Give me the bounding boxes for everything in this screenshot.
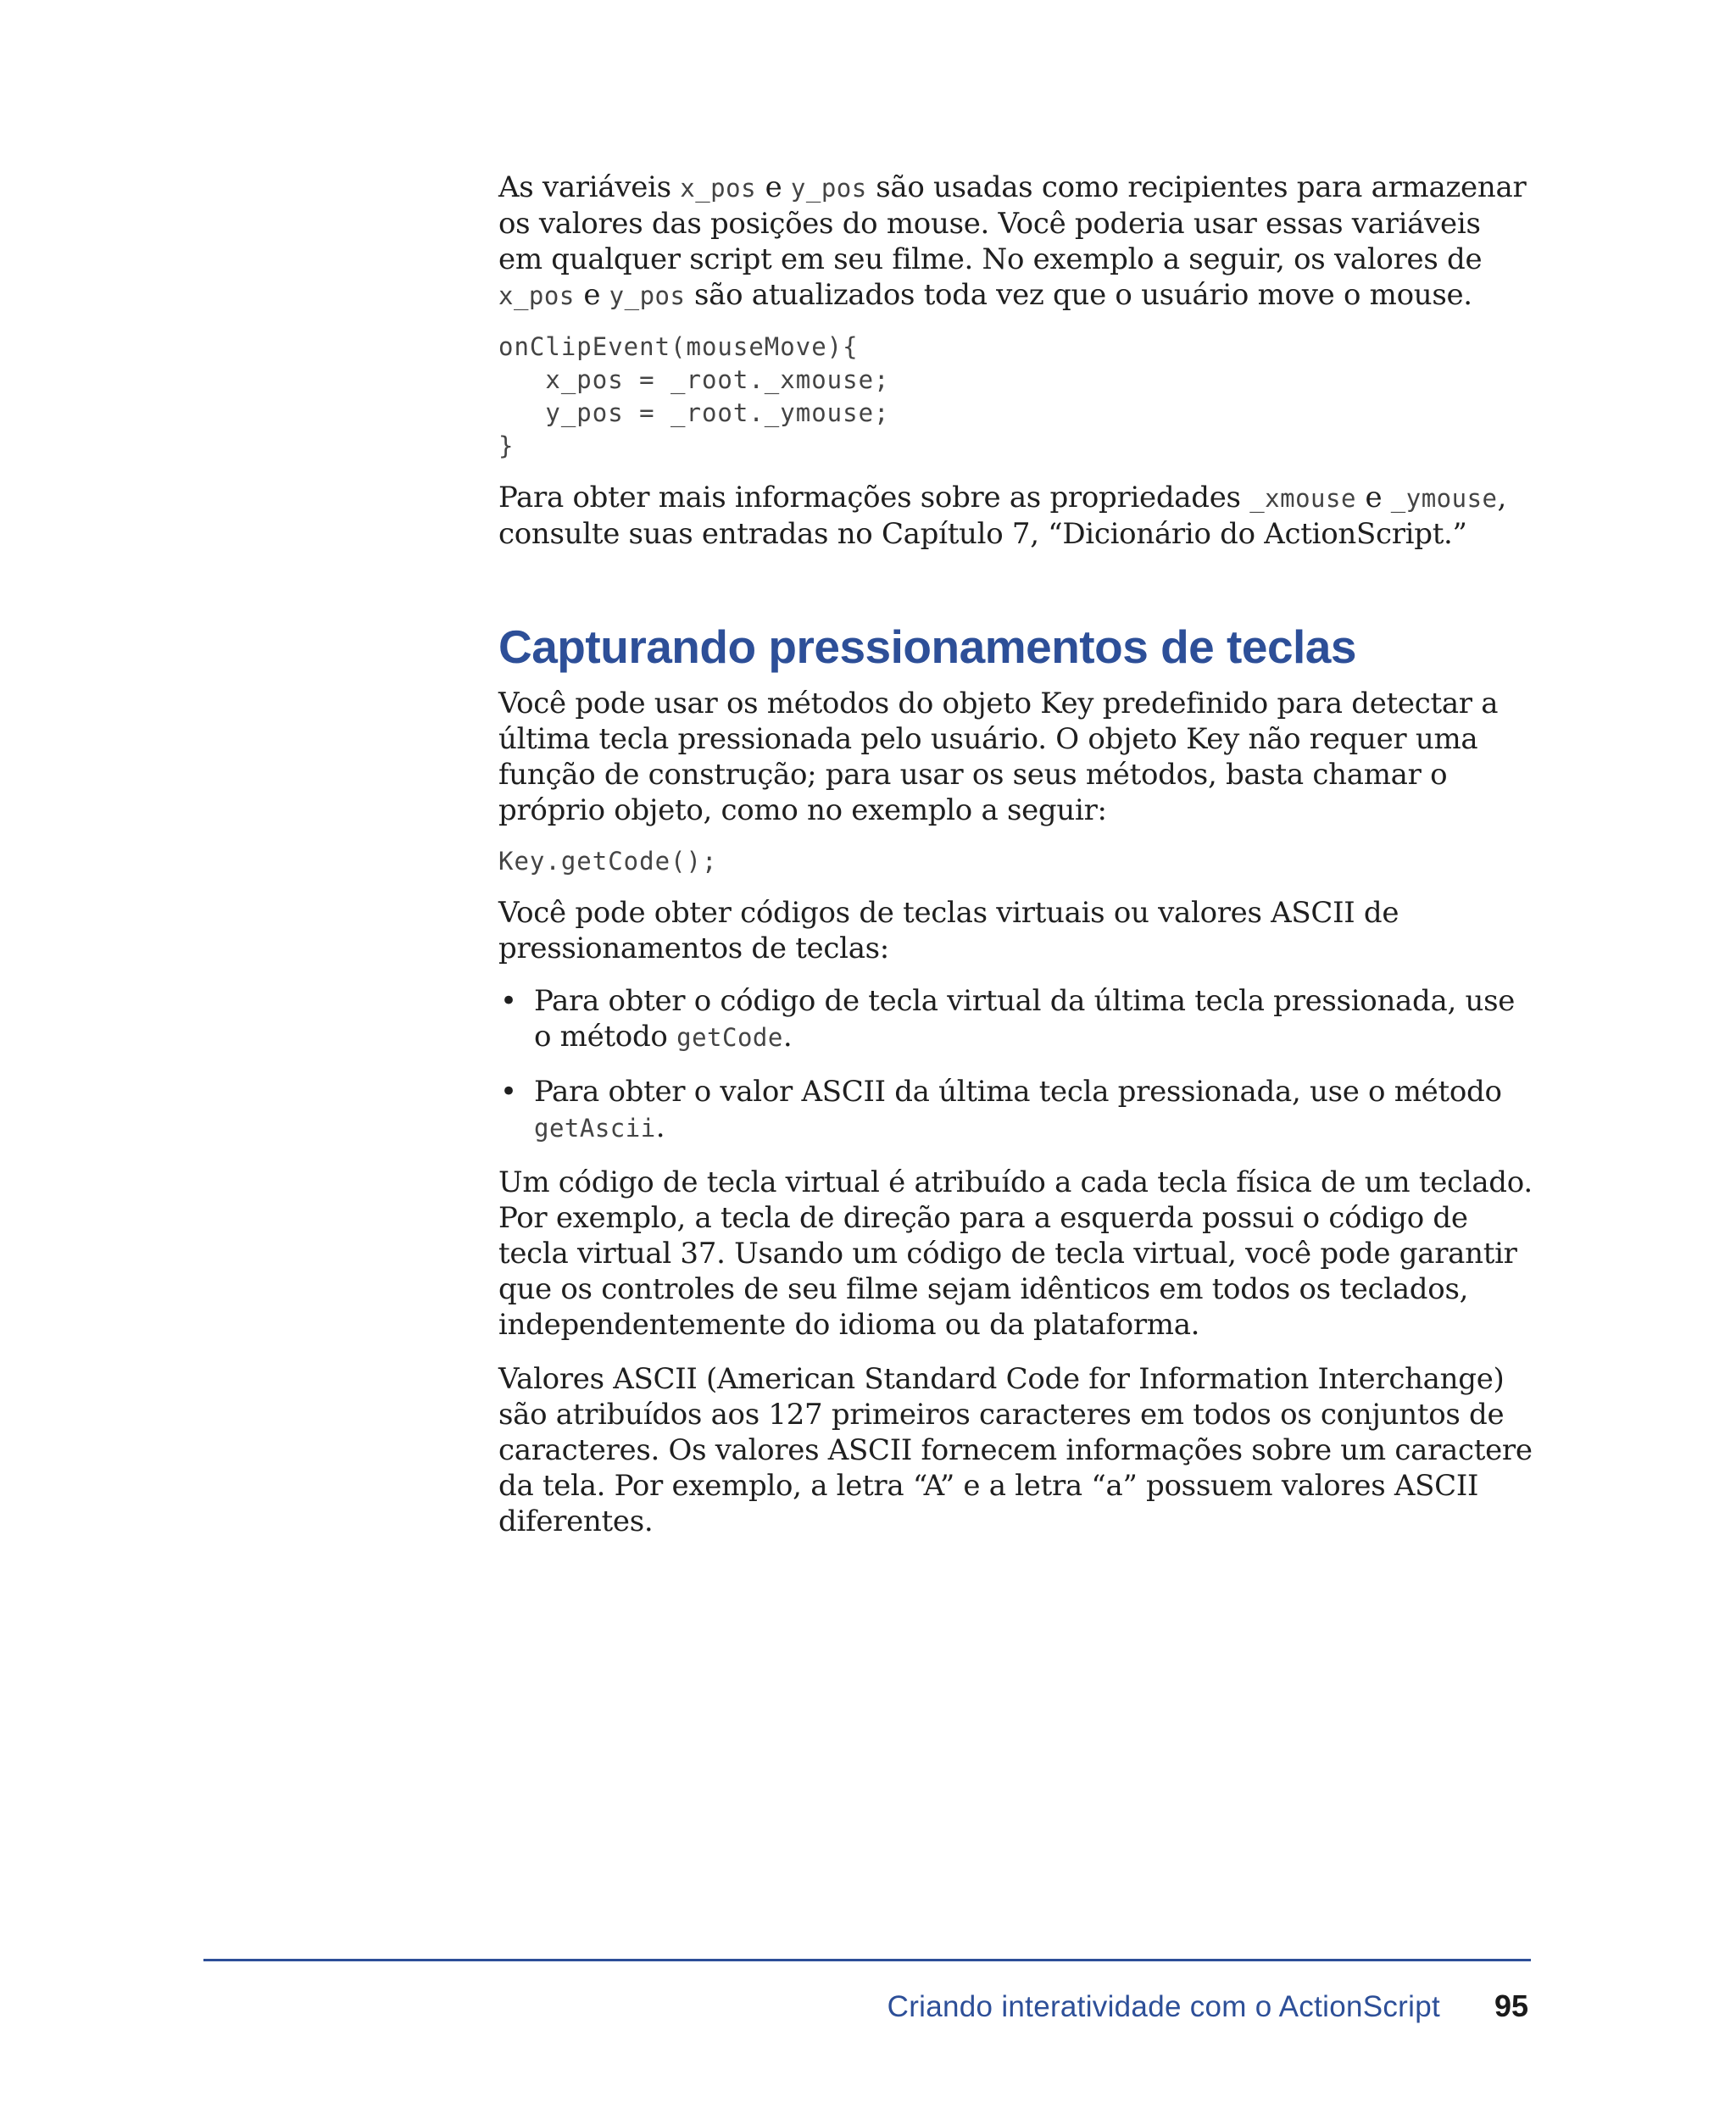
bullet-text: Para obter o código de tecla virtual da última tecla pressionada, use o método xyxy=(534,984,1516,1054)
bullet-item-getascii xyxy=(498,1074,1533,1146)
inline-code: y_pos xyxy=(790,174,867,203)
section-paragraph-4: Valores ASCII (American Standard Code for Information Interchange) são atribuídos aos 127 primeiros caracteres em todos os conjuntos de caracteres. Os valores ASCII fornecem informações sobre um caractere da tela. Por exemplo, a letra “A” e a letra “a” possuem valores ASCII diferentes. xyxy=(498,1362,1533,1538)
text-run: , consulte suas entradas no Capítulo 7, “Dicionário do ActionScript.” xyxy=(498,481,1507,551)
inline-code: x_pos xyxy=(680,174,757,203)
intro-paragraph-2 xyxy=(498,480,1533,552)
inline-code: g xyxy=(676,1023,693,1052)
inline-code: etCode xyxy=(692,1023,783,1052)
text-run: . xyxy=(782,1020,793,1054)
code-line-getcode: Key.getCode(); xyxy=(498,847,718,876)
text-run: e xyxy=(574,278,609,312)
footer-rule xyxy=(203,1959,1531,1961)
intro-paragraph-1 xyxy=(498,170,1533,314)
inline-code: getAscii xyxy=(534,1114,656,1143)
text-run: e xyxy=(756,170,791,204)
text-run: . xyxy=(655,1110,665,1144)
text-run: são usadas como recipientes para armazenar os valores das posições do mouse. Você poderia usar essas variáveis em qualquer script em seu filme. No exemplo a seguir, os valores de xyxy=(498,170,1527,276)
section-heading: Capturando pressionamentos de teclas xyxy=(498,620,1356,673)
inline-code: _xmouse xyxy=(1249,484,1356,513)
text-run: são atualizados toda vez que o usuário move o mouse. xyxy=(685,278,1472,312)
text-run: As variáveis xyxy=(498,170,681,204)
section-paragraph-1: Você pode usar os métodos do objeto Key predefinido para detectar a última tecla pressionada pelo usuário. O objeto Key não requer uma função de construção; para usar os seus métodos, basta chamar o próprio objeto, como no exemplo a seguir: xyxy=(498,687,1499,827)
bullet-icon: • xyxy=(500,1075,517,1109)
page-number: 95 xyxy=(1494,1988,1528,2023)
footer-chapter-title: Criando interatividade com o ActionScript xyxy=(887,1990,1440,2023)
inline-code: y_pos xyxy=(609,281,686,310)
bullet-list xyxy=(498,983,1533,1146)
text-run: Para obter mais informações sobre as propriedades xyxy=(498,481,1250,514)
body-column xyxy=(498,170,1533,1539)
bullet-icon: • xyxy=(500,984,517,1018)
section-paragraph-3: Um código de tecla virtual é atribuído a cada tecla física de um teclado. Por exemplo, a tecla de direção para a esquerda possui o código de tecla virtual 37. Usando um código de tecla virtual, você pode garantir que os controles de seu filme sejam idênticos em todos os teclados, independentemente do idioma ou da plataforma. xyxy=(498,1165,1533,1342)
bullet-item-getcode xyxy=(498,983,1533,1055)
inline-code: x_pos xyxy=(498,281,575,310)
text-run: e xyxy=(1355,481,1391,514)
bullet-text: Para obter o valor ASCII da última tecla pressionada, use o método xyxy=(534,1075,1502,1109)
section-paragraph-2: Você pode obter códigos de teclas virtuais ou valores ASCII de pressionamentos de teclas: xyxy=(498,896,1399,965)
code-block-mousemove: onClipEvent(mouseMove){ x_pos = _root._xmouse; y_pos = _root._ymouse; } xyxy=(498,332,890,460)
inline-code: _ymouse xyxy=(1390,484,1498,513)
